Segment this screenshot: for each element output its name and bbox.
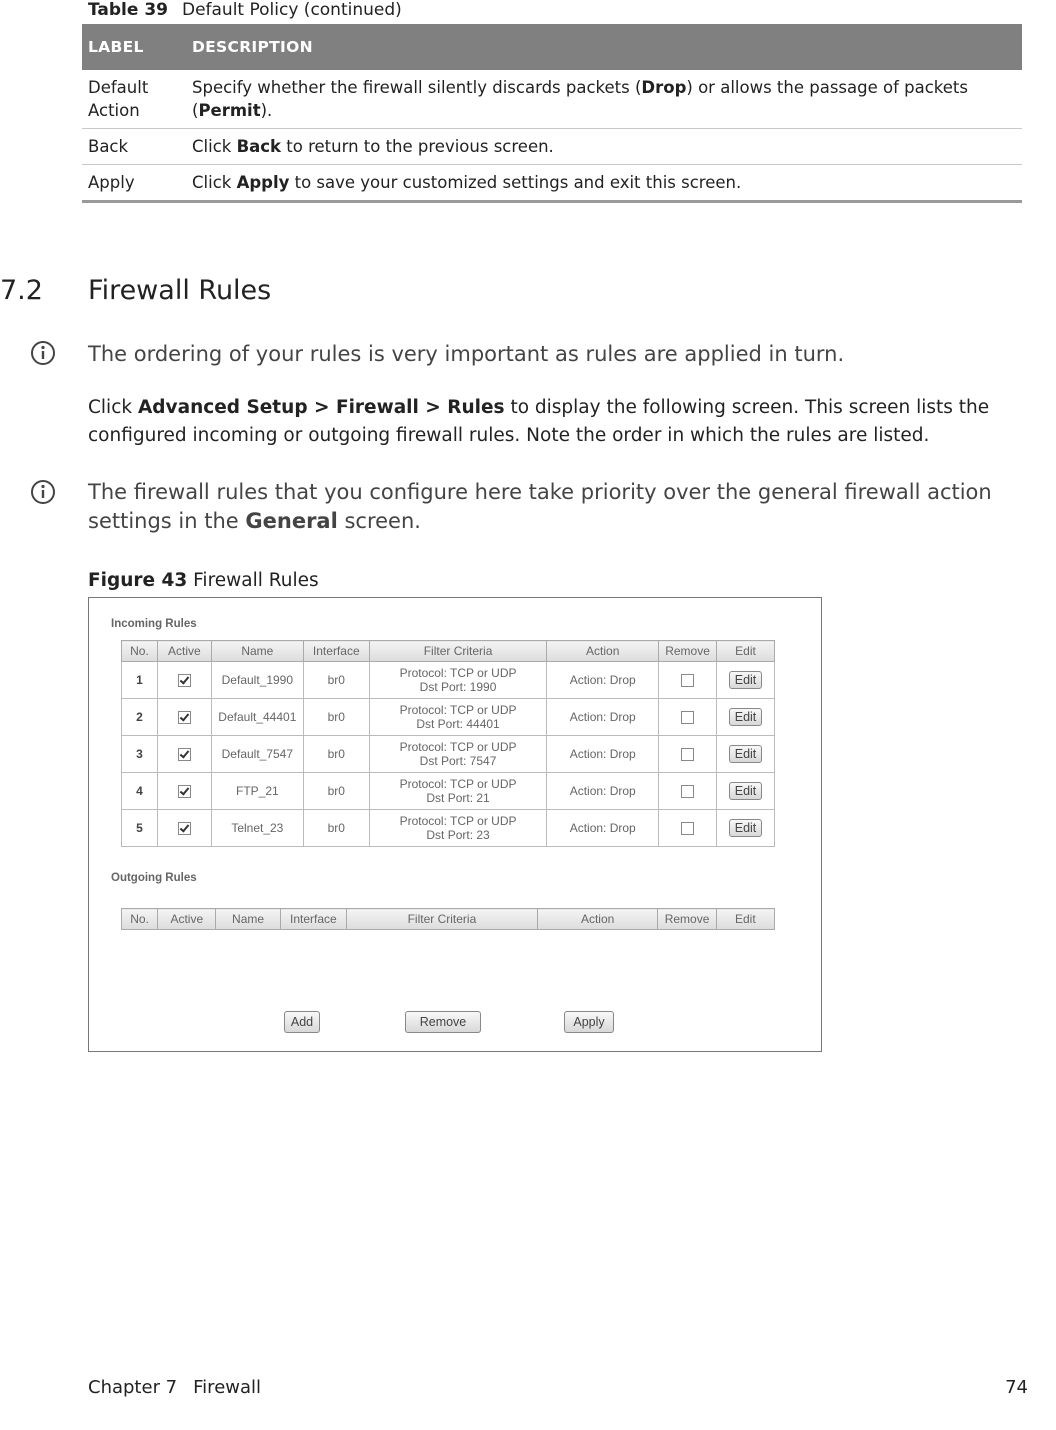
info-icon xyxy=(30,479,56,505)
rule-filter-criteria: Protocol: TCP or UDP Dst Port: 7547 xyxy=(369,736,547,773)
rule-row xyxy=(122,699,775,736)
remove-checkbox[interactable] xyxy=(681,822,694,835)
rule-action: Action: Drop xyxy=(547,773,659,810)
remove-checkbox[interactable] xyxy=(681,674,694,687)
rule-number: 5 xyxy=(122,810,158,847)
rule-interface: br0 xyxy=(303,810,369,847)
rule-filter-criteria: Protocol: TCP or UDP Dst Port: 44401 xyxy=(369,699,547,736)
row-description: Click Back to return to the previous screen. xyxy=(186,129,1022,165)
footer-chapter: Chapter 7 Firewall xyxy=(88,1377,262,1398)
active-checkbox[interactable] xyxy=(178,711,191,724)
table-row xyxy=(82,165,1022,202)
active-cell xyxy=(157,736,211,773)
active-checkbox[interactable] xyxy=(178,822,191,835)
edit-cell xyxy=(717,810,775,847)
col-no: No. xyxy=(122,909,158,930)
rule-action: Action: Drop xyxy=(547,736,659,773)
col-filter-criteria: Filter Criteria xyxy=(369,641,547,662)
remove-cell xyxy=(659,662,717,699)
active-cell xyxy=(157,699,211,736)
col-edit: Edit xyxy=(716,909,774,930)
firewall-rules-screen xyxy=(88,597,822,1052)
col-no: No. xyxy=(122,641,158,662)
table-number: Table 39 xyxy=(88,0,168,20)
table-title: Default Policy (continued) xyxy=(181,0,402,20)
note-ordering: The ordering of your rules is very important as rules are applied in turn. xyxy=(88,342,845,366)
page-number: 74 xyxy=(1005,1377,1028,1398)
edit-cell xyxy=(717,736,775,773)
apply-button[interactable]: Apply xyxy=(564,1011,614,1033)
rule-filter-criteria: Protocol: TCP or UDP Dst Port: 21 xyxy=(369,773,547,810)
rule-row xyxy=(122,662,775,699)
outgoing-rules-table xyxy=(121,908,775,930)
row-description: Click Apply to save your customized settings and exit this screen. xyxy=(186,165,1022,202)
rule-filter-criteria: Protocol: TCP or UDP Dst Port: 23 xyxy=(369,810,547,847)
incoming-rules-heading: Incoming Rules xyxy=(111,618,197,630)
edit-button[interactable]: Edit xyxy=(729,745,763,763)
edit-button[interactable]: Edit xyxy=(729,671,763,689)
note-priority: The firewall rules that you configure here take priority over the general firewall action settings in the General screen. xyxy=(88,480,992,533)
col-active: Active xyxy=(158,909,216,930)
table-caption xyxy=(88,0,402,20)
rule-name: Telnet_23 xyxy=(211,810,303,847)
section-number: 7.2 xyxy=(0,275,43,306)
rule-number: 1 xyxy=(122,662,158,699)
col-remove: Remove xyxy=(659,641,717,662)
rule-action: Action: Drop xyxy=(547,699,659,736)
col-name: Name xyxy=(216,909,280,930)
figure-caption xyxy=(88,570,319,591)
rule-number: 3 xyxy=(122,736,158,773)
remove-button[interactable]: Remove xyxy=(405,1011,481,1033)
col-interface: Interface xyxy=(303,641,369,662)
row-label: Apply xyxy=(82,165,186,202)
add-button[interactable]: Add xyxy=(284,1011,320,1033)
remove-checkbox[interactable] xyxy=(681,711,694,724)
active-cell xyxy=(157,773,211,810)
intro-paragraph: Click Advanced Setup > Firewall > Rules to display the following screen. This screen lists the configured incoming or outgoing firewall rules. Note the order in which the rules are listed. xyxy=(88,397,990,446)
active-cell xyxy=(157,810,211,847)
active-checkbox[interactable] xyxy=(178,748,191,761)
row-description: Specify whether the firewall silently discards packets (Drop) or allows the passage of packets (Permit). xyxy=(186,70,1022,129)
rule-action: Action: Drop xyxy=(547,810,659,847)
table-row xyxy=(82,70,1022,129)
figure-title: Firewall Rules xyxy=(193,570,319,591)
col-filter-criteria: Filter Criteria xyxy=(347,909,538,930)
active-cell xyxy=(157,662,211,699)
header-description: DESCRIPTION xyxy=(186,24,1022,70)
rule-interface: br0 xyxy=(303,773,369,810)
edit-button[interactable]: Edit xyxy=(729,819,763,837)
active-checkbox[interactable] xyxy=(178,674,191,687)
col-remove: Remove xyxy=(658,909,716,930)
rule-row xyxy=(122,736,775,773)
rule-interface: br0 xyxy=(303,736,369,773)
remove-cell xyxy=(659,773,717,810)
remove-checkbox[interactable] xyxy=(681,748,694,761)
col-action: Action xyxy=(547,641,659,662)
remove-cell xyxy=(659,810,717,847)
incoming-rules-table xyxy=(121,640,775,847)
edit-button[interactable]: Edit xyxy=(729,708,763,726)
remove-checkbox[interactable] xyxy=(681,785,694,798)
row-label: Default Action xyxy=(82,70,186,129)
active-checkbox[interactable] xyxy=(178,785,191,798)
default-policy-table xyxy=(82,24,1022,203)
col-action: Action xyxy=(537,909,658,930)
rule-interface: br0 xyxy=(303,699,369,736)
rule-number: 4 xyxy=(122,773,158,810)
rule-name: Default_7547 xyxy=(211,736,303,773)
table-row xyxy=(82,129,1022,165)
rule-action: Action: Drop xyxy=(547,662,659,699)
col-name: Name xyxy=(211,641,303,662)
rule-number: 2 xyxy=(122,699,158,736)
edit-cell xyxy=(717,773,775,810)
rule-row xyxy=(122,810,775,847)
section-title: Firewall Rules xyxy=(88,275,272,306)
row-label: Back xyxy=(82,129,186,165)
outgoing-rules-heading: Outgoing Rules xyxy=(111,872,197,884)
col-edit: Edit xyxy=(717,641,775,662)
edit-cell xyxy=(717,699,775,736)
remove-cell xyxy=(659,699,717,736)
edit-button[interactable]: Edit xyxy=(729,782,763,800)
figure-number: Figure 43 xyxy=(88,570,188,591)
rule-interface: br0 xyxy=(303,662,369,699)
rule-name: Default_44401 xyxy=(211,699,303,736)
col-interface: Interface xyxy=(280,909,346,930)
info-icon xyxy=(30,340,56,366)
remove-cell xyxy=(659,736,717,773)
rule-name: FTP_21 xyxy=(211,773,303,810)
header-label: LABEL xyxy=(82,24,186,70)
edit-cell xyxy=(717,662,775,699)
rule-row xyxy=(122,773,775,810)
col-active: Active xyxy=(157,641,211,662)
rule-filter-criteria: Protocol: TCP or UDP Dst Port: 1990 xyxy=(369,662,547,699)
rule-name: Default_1990 xyxy=(211,662,303,699)
